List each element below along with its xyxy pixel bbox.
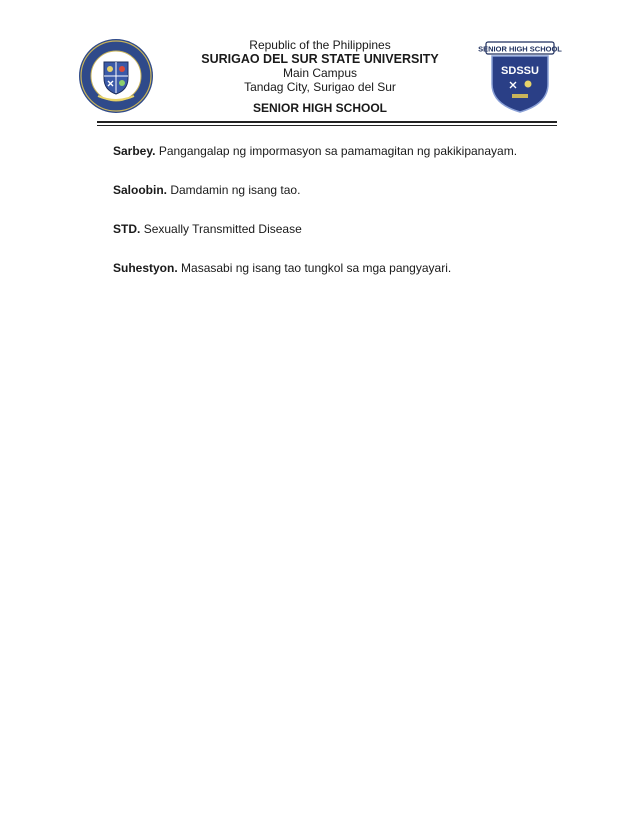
header-divider-thick: [97, 121, 557, 123]
glossary-entry: [113, 183, 593, 197]
glossary-entry: [113, 222, 593, 236]
glossary-term: Suhestyon.: [113, 261, 178, 275]
glossary-definition: Damdamin ng isang tao.: [170, 183, 301, 197]
glossary-definition: Pangangalap ng impormasyon sa pamamagitan ng pakikipanayam.: [158, 144, 518, 158]
header-divider-thin: [97, 125, 557, 126]
location-line: Tandag City, Surigao del Sur: [244, 80, 396, 94]
country-line: Republic of the Philippines: [249, 38, 391, 52]
glossary-entry: [113, 144, 593, 158]
university-seal-logo: [78, 38, 154, 114]
senior-high-school-badge-logo: [478, 38, 562, 114]
glossary-term: Sarbey.: [113, 144, 156, 158]
glossary-definition: Sexually Transmitted Disease: [143, 222, 302, 236]
glossary-entry: [113, 261, 593, 275]
glossary-list: [113, 144, 593, 300]
glossary-term: Saloobin.: [113, 183, 167, 197]
campus-line: Main Campus: [282, 66, 358, 80]
university-name: SURIGAO DEL SUR STATE UNIVERSITY: [201, 52, 439, 66]
letterhead: [160, 38, 480, 115]
glossary-term: STD.: [113, 222, 141, 236]
badge-banner-text: SENIOR HIGH SCHOOL: [478, 44, 562, 54]
badge-sdssu-text: SDSSU: [501, 65, 539, 77]
school-name: SENIOR HIGH SCHOOL: [252, 101, 387, 115]
glossary-definition: Masasabi ng isang tao tungkol sa mga pangyayari.: [181, 261, 452, 275]
